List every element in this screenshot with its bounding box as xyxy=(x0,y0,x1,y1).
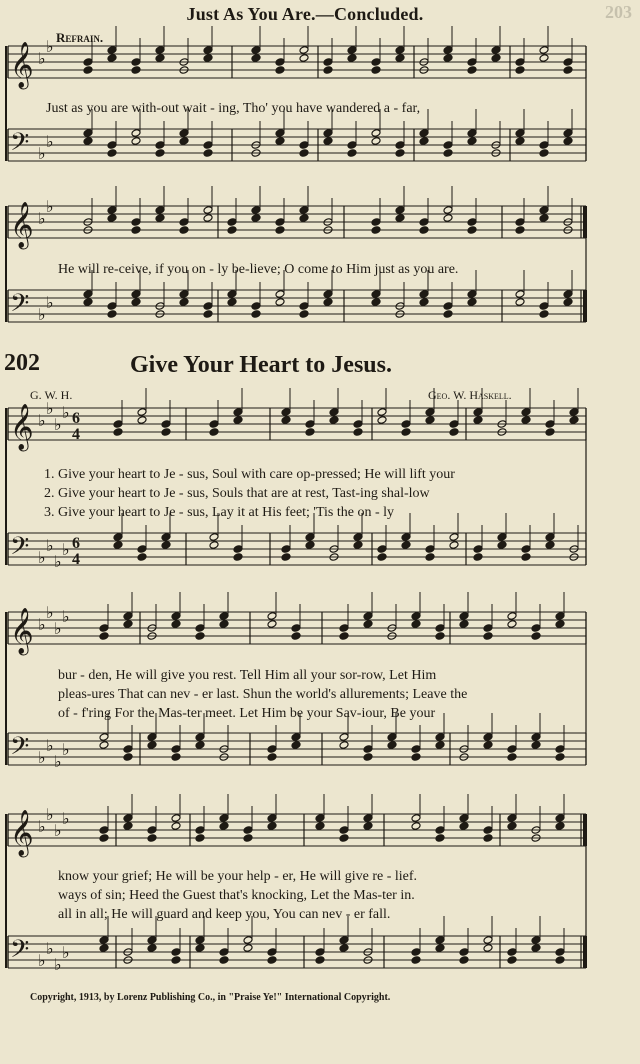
staff-5 xyxy=(8,513,586,571)
svg-text:♭: ♭ xyxy=(38,548,46,567)
verse3-line1: 3. Give your heart to Je - sus, Lay it at His feet; 'Tis the on - ly xyxy=(44,505,395,520)
hymn-number: 202 xyxy=(4,350,40,376)
svg-text:♭: ♭ xyxy=(38,951,46,970)
svg-text:♭: ♭ xyxy=(46,197,54,216)
svg-text:♭: ♭ xyxy=(62,809,70,828)
svg-text:𝄢: 𝄢 xyxy=(10,128,30,163)
svg-text:♭: ♭ xyxy=(46,132,54,151)
bleed-through-page-number: 203 xyxy=(605,2,632,22)
staff-3 xyxy=(8,270,587,324)
svg-text:♭: ♭ xyxy=(38,748,46,767)
svg-text:♭: ♭ xyxy=(62,540,70,559)
staff-8 xyxy=(8,794,587,858)
verse2-line1: 2. Give your heart to Je - sus, Souls that are at rest, Tast-ing shal-low xyxy=(44,486,430,501)
svg-text:𝄞: 𝄞 xyxy=(10,202,34,248)
svg-text:♭: ♭ xyxy=(62,740,70,759)
top-hymn-title: Just As You Are.—Concluded. xyxy=(186,4,424,24)
verse1-line2: bur - den, He will give you rest. Tell Him all your sor-row, Let Him xyxy=(58,668,437,683)
svg-text:♭: ♭ xyxy=(62,403,70,422)
svg-text:♭: ♭ xyxy=(46,37,54,56)
svg-text:♭: ♭ xyxy=(62,943,70,962)
svg-text:♭: ♭ xyxy=(46,805,54,824)
svg-text:♭: ♭ xyxy=(38,209,46,228)
svg-text:♭: ♭ xyxy=(54,619,62,638)
svg-text:4: 4 xyxy=(72,426,80,443)
copyright-notice: Copyright, 1913, by Lorenz Publishing Co., in "Praise Ye!" International Copyright. xyxy=(30,992,391,1003)
svg-text:♭: ♭ xyxy=(46,939,54,958)
verse2-line3: ways of sin; Heed the Guest that's knocking, Let the Mas-ter in. xyxy=(58,888,415,903)
svg-text:𝄞: 𝄞 xyxy=(10,42,34,88)
svg-text:♭: ♭ xyxy=(54,415,62,434)
hymn-title: Give Your Heart to Jesus. xyxy=(130,352,392,378)
svg-text:♭: ♭ xyxy=(54,552,62,571)
svg-text:𝄢: 𝄢 xyxy=(10,289,30,324)
verse3-line2: of - f'ring For the Mas-ter meet. Let Him be your Sav-iour, Be your xyxy=(58,706,436,721)
svg-text:𝄞: 𝄞 xyxy=(10,404,34,450)
refrain-lyric-line-2: He will re-ceive, if you on - ly be-lieve; O come to Him just as you are. xyxy=(58,262,459,277)
staff-9 xyxy=(8,916,587,974)
composer-credit: Geo. W. Haskell. xyxy=(428,388,512,402)
svg-text:𝄢: 𝄢 xyxy=(10,532,30,567)
svg-text:𝄢: 𝄢 xyxy=(10,935,30,970)
svg-text:♭: ♭ xyxy=(38,49,46,68)
svg-text:♭: ♭ xyxy=(46,399,54,418)
svg-text:♭: ♭ xyxy=(38,615,46,634)
refrain-lyric-line-1: Just as you are with-out wait - ing, Tho' you have wandered a - far, xyxy=(46,101,421,116)
svg-text:♭: ♭ xyxy=(46,736,54,755)
svg-text:♭: ♭ xyxy=(54,821,62,840)
svg-text:𝄞: 𝄞 xyxy=(10,608,34,654)
verse2-line2: pleas-ures That can nev - er last. Shun the world's allurements; Leave the xyxy=(58,687,468,702)
svg-text:♭: ♭ xyxy=(38,411,46,430)
staff-2 xyxy=(8,186,587,250)
staff-6 xyxy=(8,592,586,656)
svg-text:6: 6 xyxy=(72,535,80,552)
svg-text:♭: ♭ xyxy=(46,536,54,555)
refrain-label: Refrain. xyxy=(56,30,104,45)
svg-text:♭: ♭ xyxy=(46,293,54,312)
svg-text:♭: ♭ xyxy=(46,603,54,622)
verse1-line1: 1. Give your heart to Je - sus, Soul with care op-pressed; He will lift your xyxy=(44,467,455,482)
svg-text:♭: ♭ xyxy=(38,305,46,324)
svg-text:♭: ♭ xyxy=(54,955,62,974)
author-credit: G. W. H. xyxy=(30,388,73,402)
svg-text:𝄞: 𝄞 xyxy=(10,810,34,856)
svg-text:6: 6 xyxy=(72,410,80,427)
svg-text:𝄢: 𝄢 xyxy=(10,732,30,767)
verse3-line3: all in all; He will guard and keep you, You can nev - er fall. xyxy=(58,907,391,922)
svg-text:4: 4 xyxy=(72,551,80,568)
svg-text:♭: ♭ xyxy=(54,752,62,771)
verse1-line3: know your grief; He will be your help - er, He will give re - lief. xyxy=(58,869,418,884)
staff-1 xyxy=(8,109,586,163)
svg-text:♭: ♭ xyxy=(38,817,46,836)
svg-text:♭: ♭ xyxy=(62,607,70,626)
svg-text:♭: ♭ xyxy=(38,144,46,163)
